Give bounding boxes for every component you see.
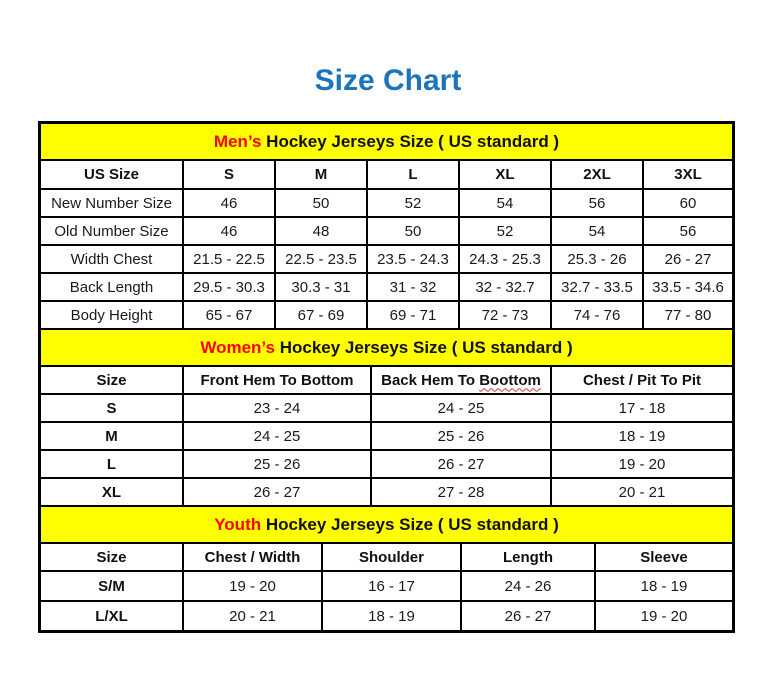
table-row	[40, 394, 733, 422]
table-cell: 60	[643, 189, 733, 217]
table-row	[40, 571, 733, 601]
youth-column-header-row	[40, 543, 733, 571]
col-header: XL	[459, 160, 551, 189]
table-cell: 26 - 27	[183, 478, 371, 506]
table-cell: 24.3 - 25.3	[459, 245, 551, 273]
youth-section-title	[40, 506, 733, 543]
misspelled-word: Boottom	[479, 371, 541, 389]
mens-section-keyword: Men’s	[213, 131, 262, 151]
table-cell: 46	[183, 217, 275, 245]
table-cell: 18 - 19	[595, 571, 733, 601]
table-cell: 18 - 19	[551, 422, 733, 450]
col-header: M	[275, 160, 367, 189]
col-header: Length	[461, 543, 595, 571]
col-header: Size	[40, 543, 183, 571]
table-row	[40, 450, 733, 478]
table-cell: 77 - 80	[643, 301, 733, 329]
table-cell: 32.7 - 33.5	[551, 273, 643, 301]
table-cell: 74 - 76	[551, 301, 643, 329]
table-row	[40, 422, 733, 450]
table-cell: 26 - 27	[461, 601, 595, 631]
table-cell: 19 - 20	[595, 601, 733, 631]
table-cell: 24 - 25	[183, 422, 371, 450]
table-cell: 72 - 73	[459, 301, 551, 329]
youth-section-header-row	[40, 506, 733, 543]
womens-size-table	[39, 328, 734, 507]
table-row	[40, 301, 733, 329]
col-header: Chest / Pit To Pit	[551, 366, 733, 394]
table-cell: 22.5 - 23.5	[275, 245, 367, 273]
col-header: US Size	[40, 160, 183, 189]
table-cell: 26 - 27	[371, 450, 551, 478]
mens-section-title-rest: Hockey Jerseys Size ( US standard )	[261, 131, 560, 151]
youth-size-table	[39, 505, 734, 632]
col-header: S	[183, 160, 275, 189]
table-cell: 27 - 28	[371, 478, 551, 506]
table-row	[40, 478, 733, 506]
table-cell: 30.3 - 31	[275, 273, 367, 301]
table-cell: 52	[367, 189, 459, 217]
row-label: S	[40, 394, 183, 422]
row-label: Back Length	[40, 273, 183, 301]
table-row	[40, 189, 733, 217]
youth-section-keyword: Youth	[214, 514, 262, 534]
table-cell: 25 - 26	[371, 422, 551, 450]
table-cell: 50	[275, 189, 367, 217]
table-cell: 25 - 26	[183, 450, 371, 478]
table-cell: 16 - 17	[322, 571, 461, 601]
row-label: M	[40, 422, 183, 450]
mens-size-table	[39, 122, 734, 330]
table-cell: 54	[459, 189, 551, 217]
col-header: 3XL	[643, 160, 733, 189]
table-cell: 24 - 26	[461, 571, 595, 601]
row-label: L	[40, 450, 183, 478]
row-label: Old Number Size	[40, 217, 183, 245]
table-cell: 24 - 25	[371, 394, 551, 422]
col-header: L	[367, 160, 459, 189]
mens-column-header-row	[40, 160, 733, 189]
row-label: S/M	[40, 571, 183, 601]
table-cell: 56	[643, 217, 733, 245]
womens-column-header-row	[40, 366, 733, 394]
table-cell: 52	[459, 217, 551, 245]
col-header	[371, 366, 551, 394]
table-cell: 18 - 19	[322, 601, 461, 631]
row-label: Width Chest	[40, 245, 183, 273]
table-row	[40, 245, 733, 273]
table-cell: 69 - 71	[367, 301, 459, 329]
size-chart	[38, 121, 735, 633]
col-header: 2XL	[551, 160, 643, 189]
row-label: Body Height	[40, 301, 183, 329]
table-cell: 56	[551, 189, 643, 217]
table-cell: 25.3 - 26	[551, 245, 643, 273]
table-cell: 17 - 18	[551, 394, 733, 422]
table-cell: 50	[367, 217, 459, 245]
table-cell: 65 - 67	[183, 301, 275, 329]
table-row	[40, 217, 733, 245]
col-header: Sleeve	[595, 543, 733, 571]
table-cell: 23.5 - 24.3	[367, 245, 459, 273]
table-cell: 26 - 27	[643, 245, 733, 273]
table-cell: 31 - 32	[367, 273, 459, 301]
womens-section-title-rest: Hockey Jerseys Size ( US standard )	[274, 337, 573, 357]
page-title: Size Chart	[314, 64, 462, 97]
table-cell: 29.5 - 30.3	[183, 273, 275, 301]
col-header: Chest / Width	[183, 543, 322, 571]
table-row	[40, 601, 733, 631]
table-cell: 20 - 21	[183, 601, 322, 631]
womens-section-header-row	[40, 329, 733, 366]
col-header: Front Hem To Bottom	[183, 366, 371, 394]
row-label: L/XL	[40, 601, 183, 631]
table-cell: 20 - 21	[551, 478, 733, 506]
womens-section-title	[40, 329, 733, 366]
table-cell: 19 - 20	[551, 450, 733, 478]
table-cell: 23 - 24	[183, 394, 371, 422]
table-cell: 19 - 20	[183, 571, 322, 601]
col-header: Shoulder	[322, 543, 461, 571]
mens-section-title	[40, 123, 733, 160]
col-header: Size	[40, 366, 183, 394]
table-cell: 21.5 - 22.5	[183, 245, 275, 273]
youth-section-title-rest: Hockey Jerseys Size ( US standard )	[261, 514, 559, 534]
table-cell: 48	[275, 217, 367, 245]
row-label: New Number Size	[40, 189, 183, 217]
table-cell: 54	[551, 217, 643, 245]
col-header-text: Back Hem To	[381, 371, 476, 389]
table-cell: 67 - 69	[275, 301, 367, 329]
table-cell: 33.5 - 34.6	[643, 273, 733, 301]
row-label: XL	[40, 478, 183, 506]
table-cell: 46	[183, 189, 275, 217]
mens-section-header-row	[40, 123, 733, 160]
table-cell: 32 - 32.7	[459, 273, 551, 301]
table-row	[40, 273, 733, 301]
womens-section-keyword: Women’s	[200, 337, 275, 357]
